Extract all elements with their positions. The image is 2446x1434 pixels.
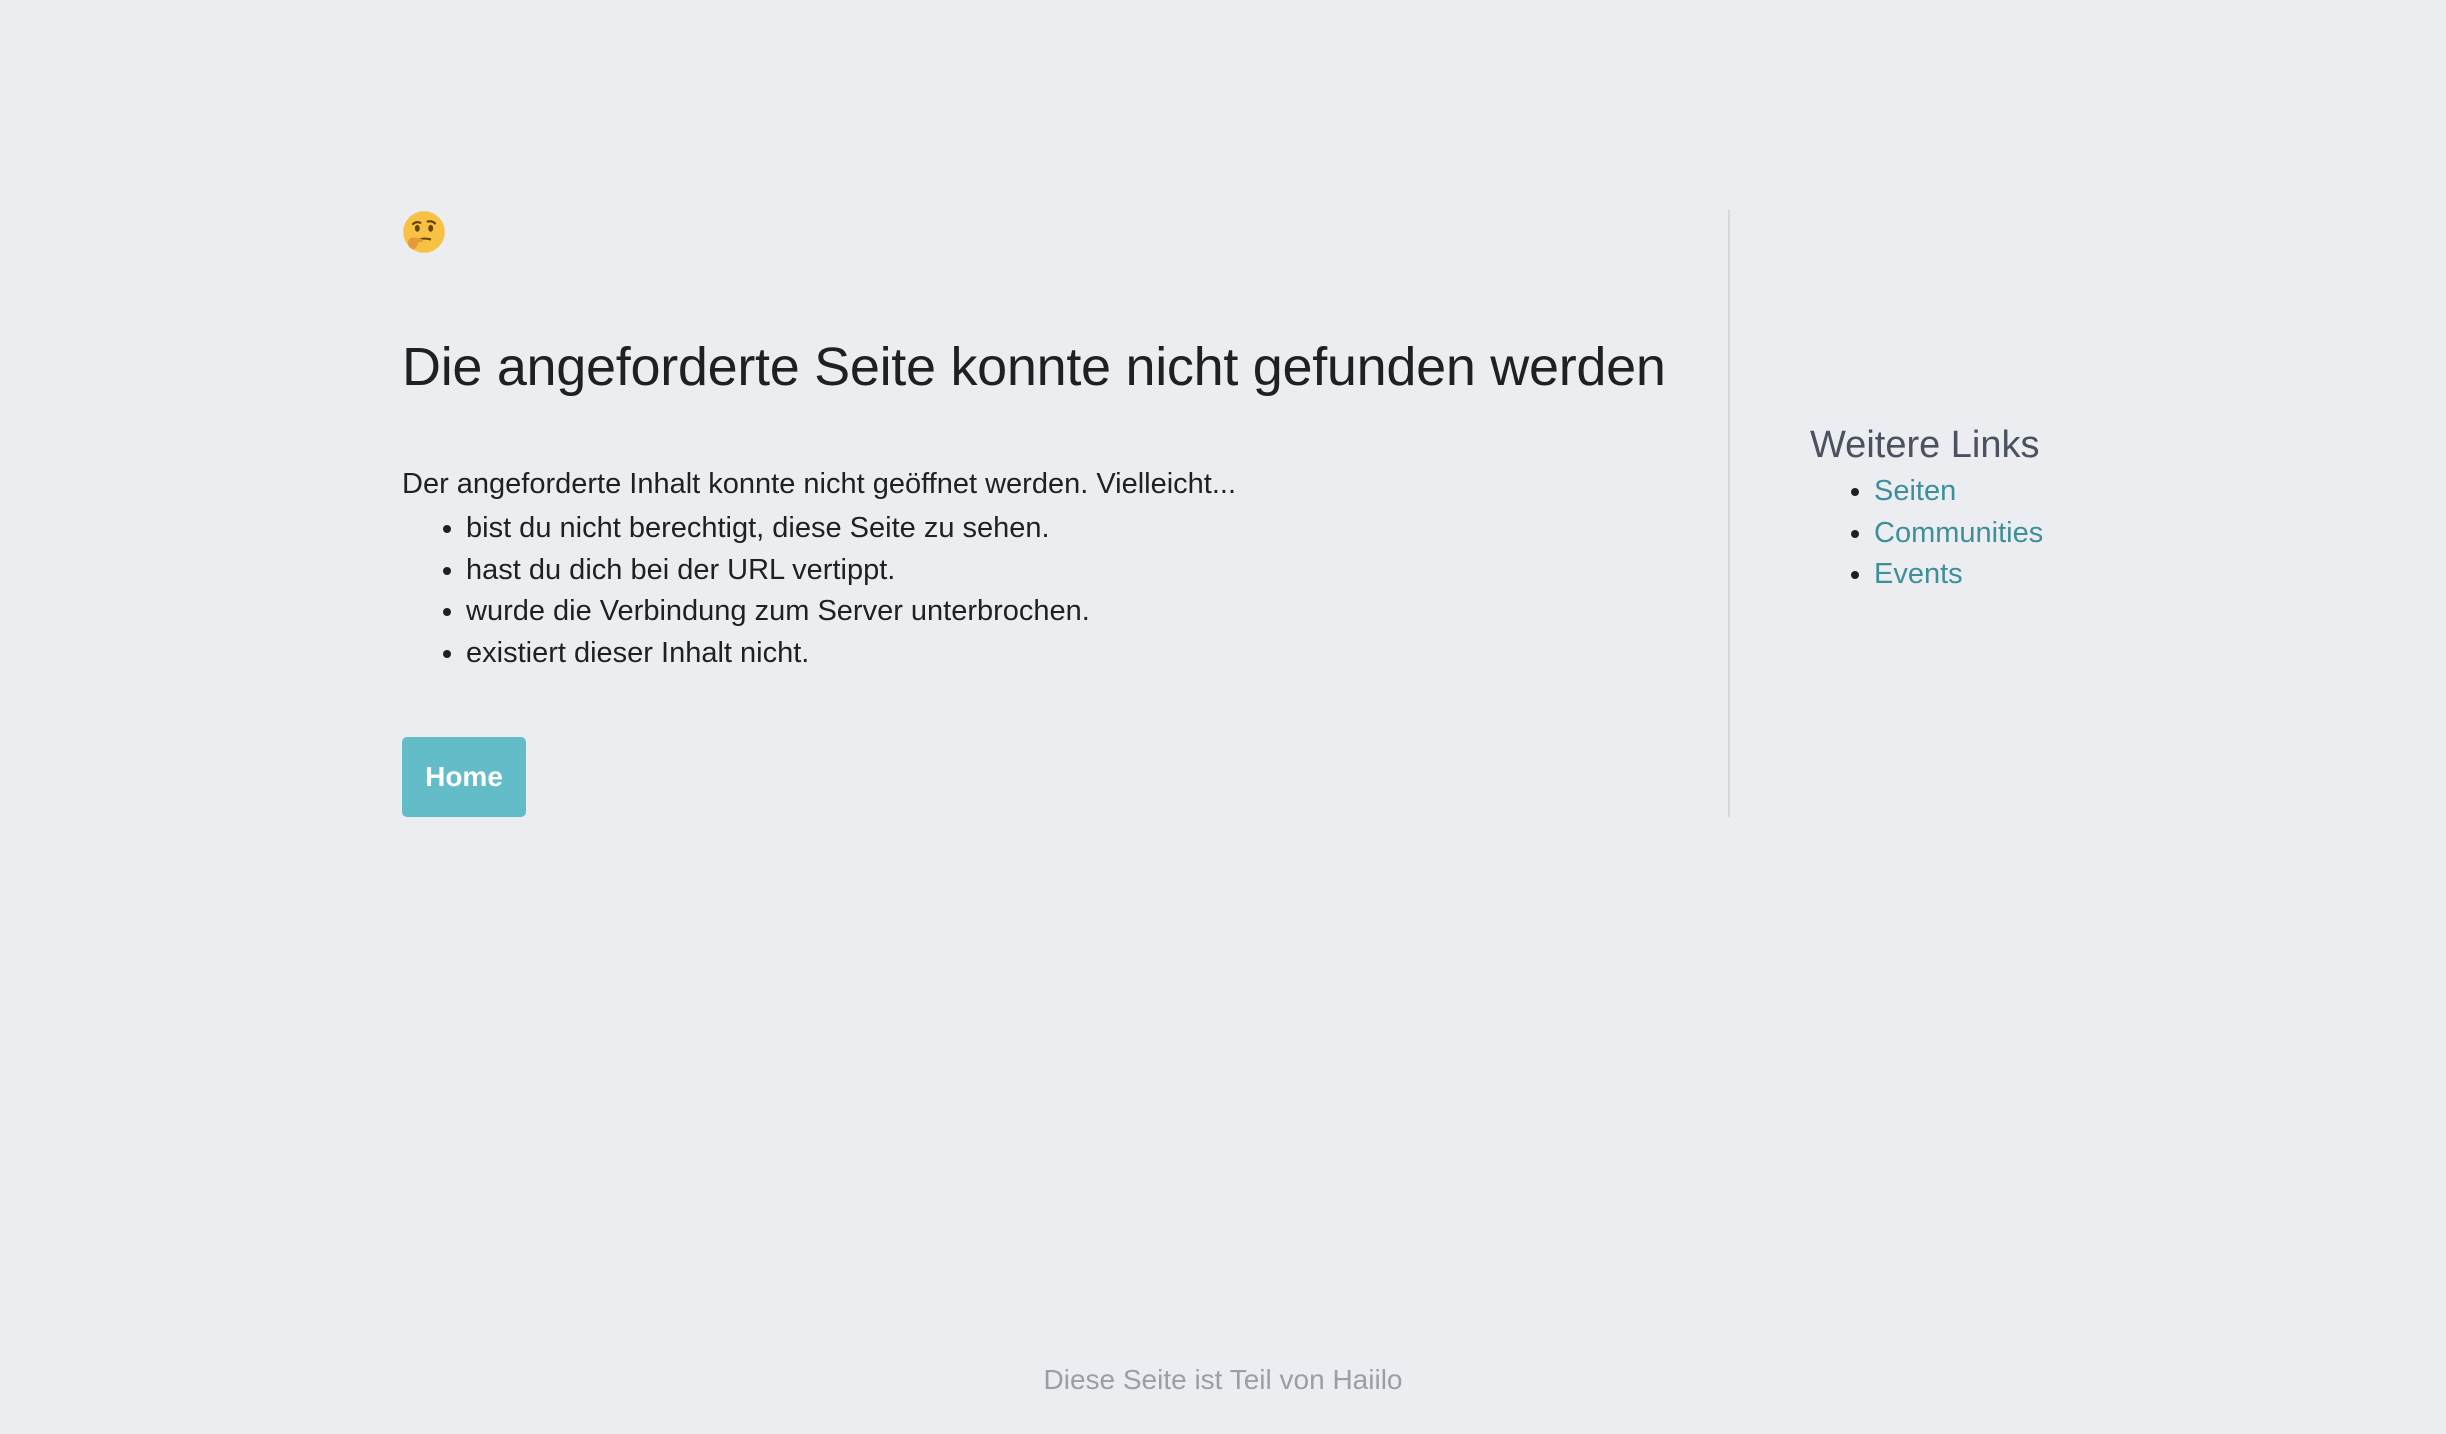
list-item: • bist du nicht berechtigt, diese Seite zu sehen.	[466, 508, 1090, 550]
link-communities[interactable]: Communities	[1874, 516, 2044, 549]
thinking-face-icon	[402, 210, 446, 254]
page-title: Die angeforderte Seite konnte nicht gefunden werden	[402, 337, 1666, 397]
vertical-divider	[1728, 210, 1730, 817]
intro-text: Der angeforderte Inhalt konnte nicht geöffnet werden. Vielleicht...	[402, 468, 1237, 500]
list-item	[1874, 513, 2043, 555]
link-seiten[interactable]: Seiten	[1874, 475, 1957, 507]
home-button[interactable]: Home	[402, 737, 526, 817]
further-links-title: Weitere Links	[1810, 424, 2040, 466]
list-item: • existiert dieser Inhalt nicht.	[466, 633, 1090, 675]
list-item: • hast du dich bei der URL vertippt.	[466, 550, 1090, 592]
link-events[interactable]: Events	[1874, 558, 1963, 590]
further-links-panel	[1810, 424, 2043, 596]
main-content	[402, 210, 1722, 792]
footer-text: Diese Seite ist Teil von Haiilo	[1043, 1364, 1403, 1395]
list-item	[1874, 554, 2043, 596]
list-item: • wurde die Verbindung zum Server unterbrochen.	[466, 591, 1090, 633]
reasons-list	[402, 508, 1090, 674]
further-links-list	[1810, 471, 2043, 596]
list-item	[1874, 471, 2043, 513]
